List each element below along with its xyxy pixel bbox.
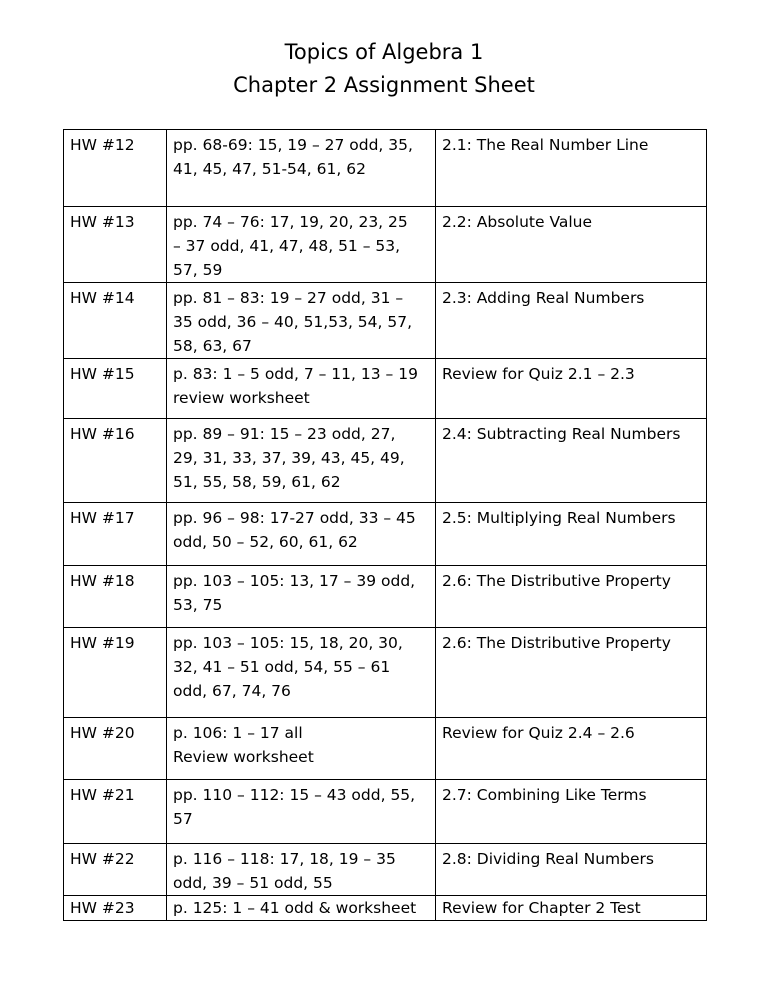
assignment-line: p. 116 – 118: 17, 18, 19 – 35 [173,850,396,868]
assignment-pages [167,566,436,628]
table-row [64,844,707,896]
hw-number: HW #17 [64,503,167,566]
section-topic: Review for Chapter 2 Test [436,896,707,921]
assignment-pages [167,207,436,283]
hw-number: HW #20 [64,718,167,780]
table-row [64,718,707,780]
assignment-line: p. 83: 1 – 5 odd, 7 – 11, 13 – 19 [173,365,418,383]
assignment-line: pp. 68-69: 15, 19 – 27 odd, 35, [173,136,413,154]
assignment-line: pp. 96 – 98: 17-27 odd, 33 – 45 [173,509,416,527]
assignment-line: pp. 89 – 91: 15 – 23 odd, 27, [173,425,396,443]
assignment-line: pp. 74 – 76: 17, 19, 20, 23, 25 [173,213,408,231]
assignment-pages [167,628,436,718]
hw-number: HW #16 [64,419,167,503]
table-row [64,130,707,207]
assignment-line: p. 106: 1 – 17 all [173,724,303,742]
section-topic: 2.1: The Real Number Line [436,130,707,207]
assignment-pages [167,283,436,359]
section-topic: 2.7: Combining Like Terms [436,780,707,844]
hw-number: HW #19 [64,628,167,718]
hw-number: HW #12 [64,130,167,207]
assignment-line: pp. 103 – 105: 13, 17 – 39 odd, [173,572,416,590]
hw-number: HW #13 [64,207,167,283]
section-topic: Review for Quiz 2.1 – 2.3 [436,359,707,419]
table-row [64,503,707,566]
assignment-line: 57, 59 [173,261,223,279]
assignment-line: – 37 odd, 41, 47, 48, 51 – 53, [173,237,401,255]
assignment-pages [167,780,436,844]
hw-number: HW #23 [64,896,167,921]
hw-number: HW #18 [64,566,167,628]
assignment-line: 53, 75 [173,596,223,614]
assignment-line: Review worksheet [173,748,314,766]
assignment-line: pp. 81 – 83: 19 – 27 odd, 31 – [173,289,404,307]
table-row [64,780,707,844]
hw-number: HW #15 [64,359,167,419]
section-topic: Review for Quiz 2.4 – 2.6 [436,718,707,780]
assignment-line: 35 odd, 36 – 40, 51,53, 54, 57, [173,313,413,331]
assignment-pages [167,844,436,896]
assignment-line: 32, 41 – 51 odd, 54, 55 – 61 [173,658,391,676]
page-title: Topics of Algebra 1 [284,40,484,64]
assignment-line: odd, 39 – 51 odd, 55 [173,874,333,892]
assignment-pages [167,896,436,921]
table-row [64,628,707,718]
section-topic: 2.5: Multiplying Real Numbers [436,503,707,566]
table-row [64,419,707,503]
section-topic: 2.6: The Distributive Property [436,566,707,628]
section-topic: 2.8: Dividing Real Numbers [436,844,707,896]
table-row [64,896,707,921]
assignment-pages [167,419,436,503]
table-row [64,566,707,628]
assignment-line: pp. 110 – 112: 15 – 43 odd, 55, [173,786,416,804]
table-row [64,283,707,359]
section-topic: 2.6: The Distributive Property [436,628,707,718]
assignment-line: odd, 50 – 52, 60, 61, 62 [173,533,358,551]
hw-number: HW #14 [64,283,167,359]
assignment-pages [167,359,436,419]
assignment-line: 51, 55, 58, 59, 61, 62 [173,473,341,491]
page-subtitle: Chapter 2 Assignment Sheet [233,73,535,97]
table-row [64,207,707,283]
assignment-line: p. 125: 1 – 41 odd & worksheet [173,899,417,917]
section-topic: 2.2: Absolute Value [436,207,707,283]
assignment-pages [167,503,436,566]
assignment-line: review worksheet [173,389,310,407]
table-row [64,359,707,419]
section-topic: 2.4: Subtracting Real Numbers [436,419,707,503]
hw-number: HW #21 [64,780,167,844]
assignment-line: pp. 103 – 105: 15, 18, 20, 30, [173,634,403,652]
assignment-line: 29, 31, 33, 37, 39, 43, 45, 49, [173,449,405,467]
assignment-line: 58, 63, 67 [173,337,252,355]
assignment-line: 57 [173,810,193,828]
section-topic: 2.3: Adding Real Numbers [436,283,707,359]
assignment-pages [167,130,436,207]
assignment-line: 41, 45, 47, 51-54, 61, 62 [173,160,366,178]
hw-number: HW #22 [64,844,167,896]
assignment-line: odd, 67, 74, 76 [173,682,291,700]
assignment-table [63,129,707,921]
assignment-pages [167,718,436,780]
